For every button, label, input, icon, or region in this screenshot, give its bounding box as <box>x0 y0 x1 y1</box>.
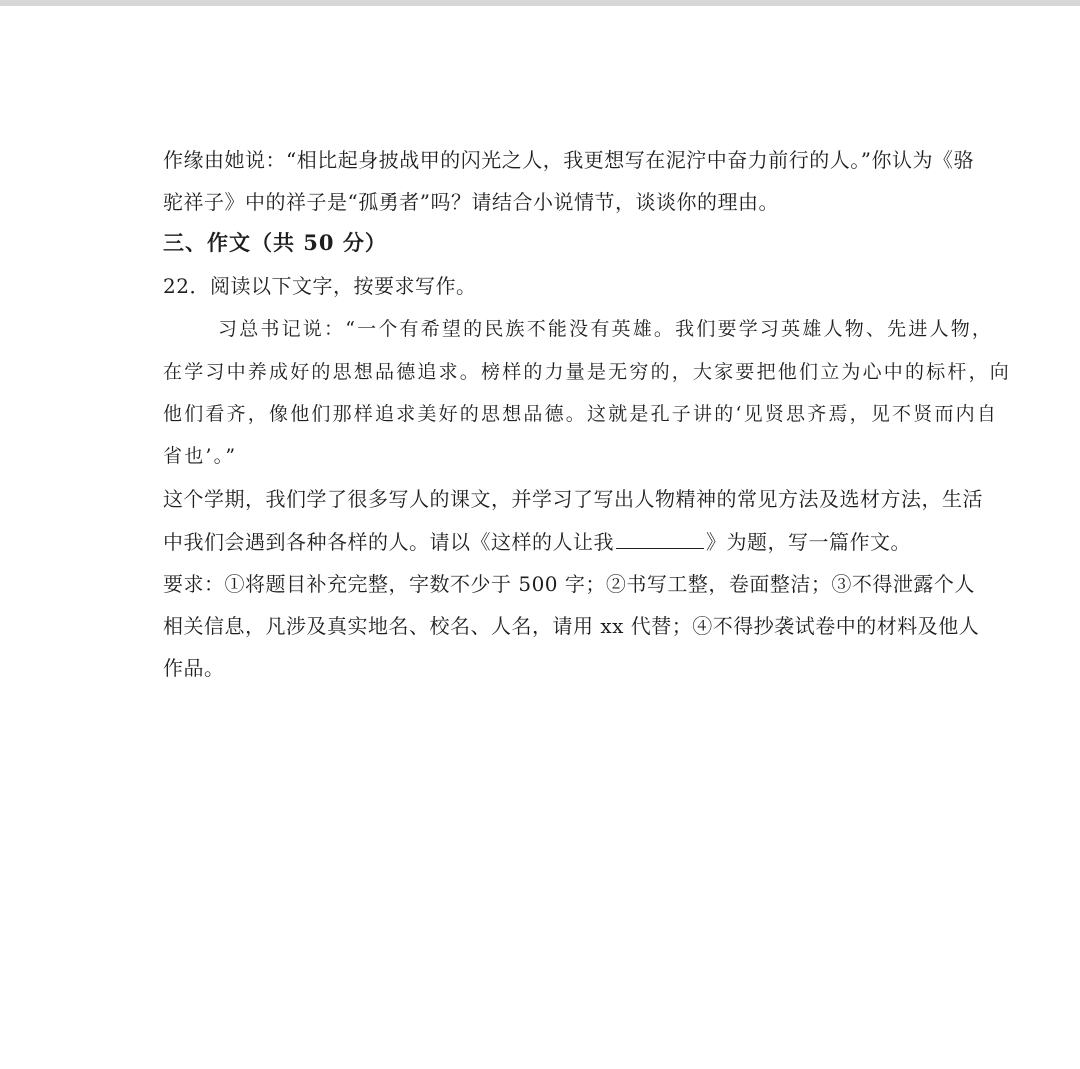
quote-line-4: 省也’。” <box>163 445 238 467</box>
essay-title-line <box>163 530 911 554</box>
quote-line-2: 在学习中养成好的思想品德追求。榜样的力量是无穷的，大家要把他们立为心中的标杆，向 <box>163 361 1012 383</box>
quote-line-3: 他们看齐，像他们那样追求美好的思想品德。这就是孔子讲的‘见贤思齐焉，见不贤而内自 <box>163 403 999 425</box>
requirements-line-3: 作品。 <box>163 656 225 680</box>
title-text-before: 中我们会遇到各种各样的人。请以《这样的人让我 <box>163 530 614 554</box>
top-border <box>0 0 1080 6</box>
requirements-line-1: 要求：①将题目补充完整，字数不少于 500 字；②书写工整，卷面整洁；③不得泄露个人 <box>163 572 975 596</box>
title-blank <box>616 530 704 549</box>
q22-prompt: 22．阅读以下文字，按要求写作。 <box>163 274 477 298</box>
requirements-line-2: 相关信息，凡涉及真实地名、校名、人名，请用 xx 代替；④不得抄袭试卷中的材料及他人 <box>163 614 980 638</box>
quote-line-1: 习总书记说：“一个有希望的民族不能没有英雄。我们要学习英雄人物、先进人物， <box>218 318 994 340</box>
q21-text-line-2: 驼祥子》中的祥子是“孤勇者”吗？请结合小说情节，谈谈你的理由。 <box>163 190 779 214</box>
section-heading: 三、作文（共 50 分） <box>163 230 387 255</box>
body-line-1: 这个学期，我们学了很多写人的课文，并学习了写出人物精神的常见方法及选材方法，生活 <box>163 487 983 511</box>
q21-text-line-1: 作缘由她说：“相比起身披战甲的闪光之人，我更想写在泥泞中奋力前行的人。”你认为《骆 <box>163 148 974 172</box>
title-text-after: 》为题，写一篇作文。 <box>706 530 911 554</box>
